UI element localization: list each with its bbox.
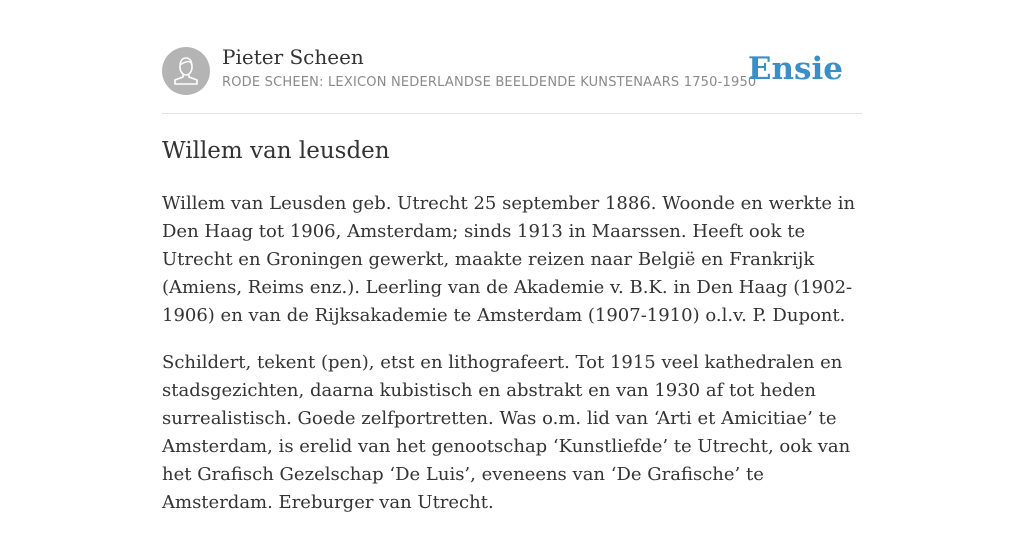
paragraph: Schildert, tekent (pen), etst en lithografeert. Tot 1915 veel kathedralen en stadsgezichten, daarna kubistisch en abstrakt en van 1930 af tot heden surrealistisch. Goede zelfportretten. Was o.m. lid van ‘Arti et Amicitiae’ te Amsterdam, is erelid van het genootschap ‘Kunstliefde’ te Utrecht, ook van het Grafisch Gezelschap ‘De Luis’, eveneens van ‘De Grafische’ te Amsterdam. Ereburger van Utrecht. — [162, 352, 851, 513]
page-title: Willem van leusden — [162, 138, 390, 164]
source-name[interactable]: RODE SCHEEN: LEXICON NEDERLANDSE BEELDENDE KUNSTENAARS 1750-1950 — [222, 75, 757, 90]
user-icon — [162, 47, 210, 95]
article-body — [162, 190, 862, 536]
author-avatar[interactable] — [162, 47, 210, 95]
paragraph: Willem van Leusden geb. Utrecht 25 september 1886. Woonde en werkte in Den Haag tot 1906, Amsterdam; sinds 1913 in Maarssen. Heeft ook te Utrecht en Groningen gewerkt, maakte reizen naar België en Frankrijk (Amiens, Reims enz.). Leerling van de Akademie v. B.K. in Den Haag (1902-1906) en van de Rijksakademie te Amsterdam (1907-1910) o.l.v. P. Dupont. — [162, 193, 856, 326]
author-name[interactable]: Pieter Scheen — [222, 45, 364, 69]
article-header — [162, 0, 862, 114]
page — [162, 0, 862, 513]
ensie-logo[interactable]: Ensie — [747, 51, 843, 87]
